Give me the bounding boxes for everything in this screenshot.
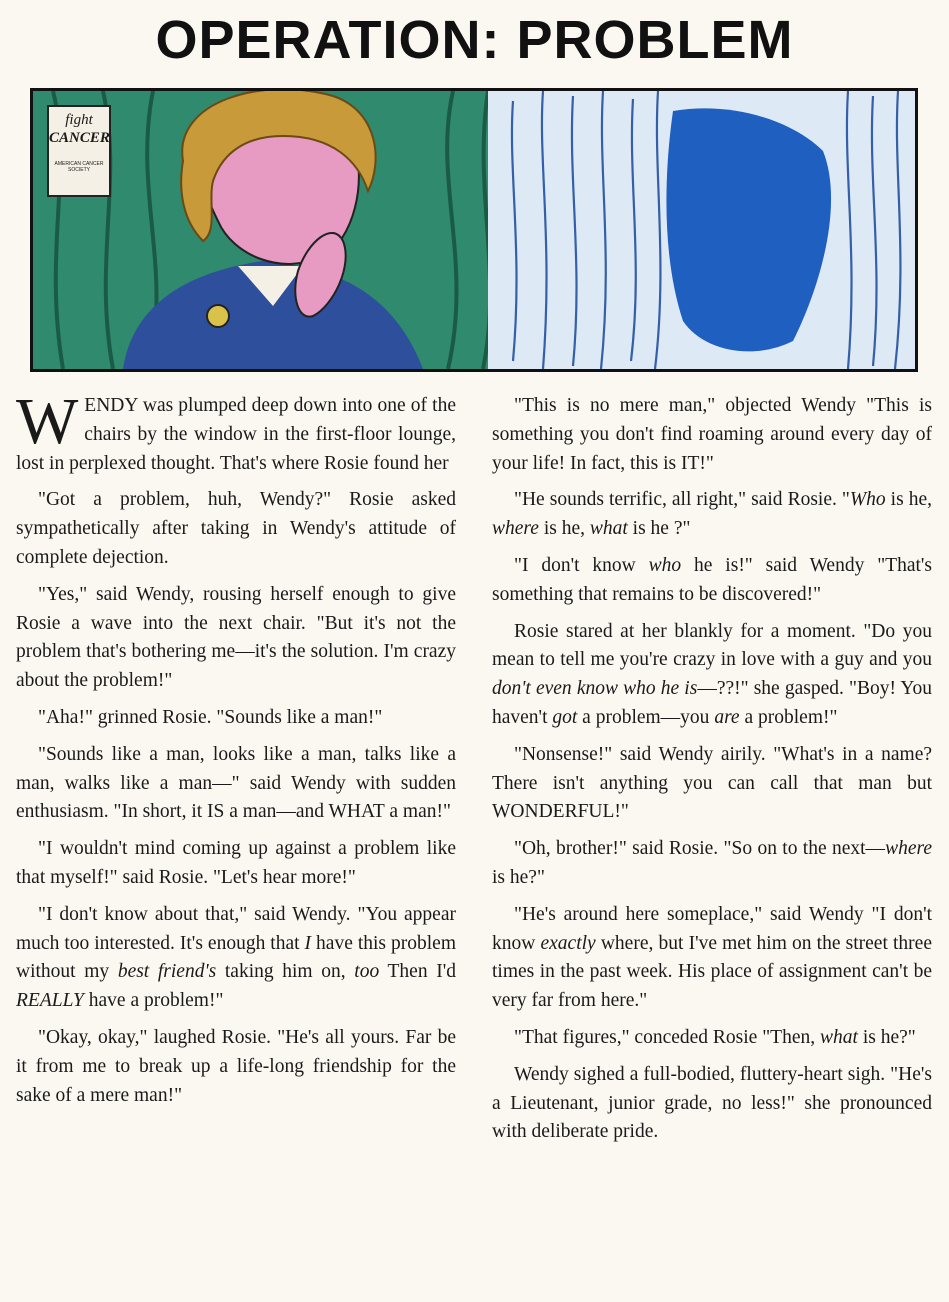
paragraph: WENDY was plumped deep down into one of the chairs by the window in the first-floor lounge, lost in perplexed thought. That's where Rosie found her: [16, 385, 456, 474]
logo-cancer-text: CANCER: [49, 130, 110, 146]
paragraph: "I don't know about that," said Wendy. "You appear much too interested. It's enough that I have this problem without my best friend's taking him on, too Then I'd REALLY have a problem!": [16, 903, 456, 1012]
logo-society-text: AMERICAN CANCER SOCIETY: [54, 161, 104, 173]
paragraph: "Aha!" grinned Rosie. "Sounds like a man!": [38, 706, 383, 728]
paragraph: "Nonsense!" said Wendy airily. "What's in a name? There isn't anything you can call that man but WONDERFUL!": [492, 743, 932, 823]
paragraph: Wendy sighed a full-bodied, fluttery-heart sigh. "He's a Lieutenant, junior grade, no less!" she pronounced with deliberate pride.: [492, 1063, 932, 1143]
logo-fight-text: fight: [65, 112, 93, 128]
paragraph: "I don't know who he is!" said Wendy "That's something that remains to be discovered!": [492, 554, 933, 605]
right-column: [492, 392, 932, 1155]
paragraph: Rosie stared at her blankly for a moment. "Do you mean to tell me you're crazy in love with a guy and you don't even know who he is—??!" she gasped. "Boy! You haven't got a problem—you are a problem!": [492, 620, 932, 728]
illustration-panel: [30, 88, 918, 372]
left-column: [16, 385, 456, 1118]
paragraph: "Got a problem, huh, Wendy?" Rosie asked sympathetically after taking in Wendy's attitude of complete dejection.: [16, 489, 456, 568]
fight-cancer-logo: [47, 105, 111, 197]
paragraph: "Okay, okay," laughed Rosie. "He's all yours. Far be it from me to break up a life-long friendship for the sake of a mere man!": [16, 1026, 456, 1106]
paragraph: "That figures," conceded Rosie "Then, what is he?": [514, 1026, 916, 1048]
paragraph: "He sounds terrific, all right," said Rosie. "Who is he, where is he, what is he ?": [492, 489, 932, 540]
paragraph: "He's around here someplace," said Wendy "I don't know exactly where, but I've met him on the street three times in the past week. His place of assignment can't be very far from here.": [492, 903, 932, 1012]
page-title: OPERATION: PROBLEM: [155, 10, 794, 70]
paragraph: "Sounds like a man, looks like a man, talks like a man, walks like a man—" said Wendy with sudden enthusiasm. "In short, it IS a man—and WHAT a man!": [16, 743, 456, 823]
paragraph: "I wouldn't mind coming up against a problem like that myself!" said Rosie. "Let's hear more!": [16, 838, 456, 888]
paragraph: "Oh, brother!" said Rosie. "So on to the next—where is he?": [492, 838, 932, 888]
drop-cap: W: [16, 385, 79, 458]
illustration-art: [33, 91, 915, 369]
paragraph: "This is no mere man," objected Wendy "This is something you don't find roaming around every day of your life! In fact, this is IT!": [492, 395, 932, 474]
paragraph: "Yes," said Wendy, rousing herself enough to give Rosie a wave into the next chair. "But it's not the problem that's bothering me—it's the solution. I'm crazy about the problem!": [16, 583, 456, 692]
woman-brooch: [207, 305, 229, 327]
